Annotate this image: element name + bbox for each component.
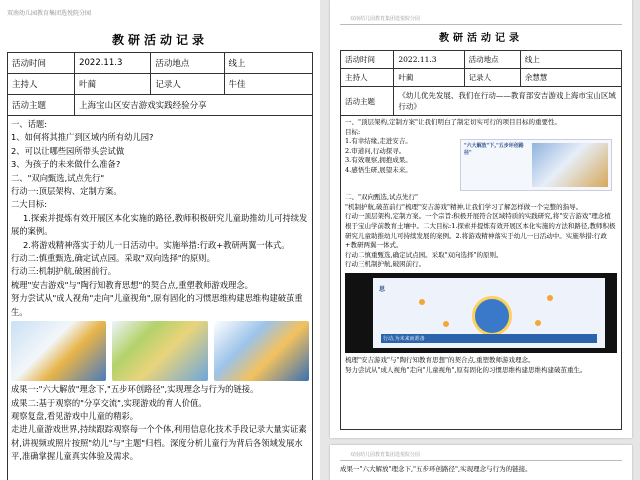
label-place: 活动地点 [151, 53, 224, 74]
paragraph: 梳理"安吉游戏"与"陶行知教育思想"的契合点,重塑教师游戏理念。 [345, 355, 535, 364]
table-row [8, 53, 313, 74]
table-row [341, 51, 622, 69]
header-divider [340, 460, 622, 461]
slide-label: 思 [379, 285, 386, 293]
label-place: 活动地点 [464, 51, 520, 69]
value-host: 叶蔺 [394, 69, 464, 87]
record-body [340, 116, 622, 430]
paragraph: 一、话题: [11, 119, 47, 129]
value-recorder: 牛佳 [224, 74, 312, 95]
label-theme: 活动主题 [8, 95, 75, 116]
table-row [341, 69, 622, 87]
value-time: 2022.11.3 [394, 51, 464, 69]
page-title: 教研活动记录 [439, 33, 523, 44]
header-divider [340, 24, 622, 25]
activity-photo [214, 321, 309, 381]
info-table [340, 50, 622, 116]
table-row [8, 74, 313, 95]
value-host: 叶蔺 [75, 74, 151, 95]
paragraph: 行动三机制护航,破困前行。 [345, 260, 426, 269]
page-title: 教研活动记录 [111, 33, 208, 47]
table-row [341, 87, 622, 116]
label-time: 活动时间 [8, 53, 75, 74]
paragraph: 梳理"安吉游戏"与"陶行知教育思想"的契合点,重塑教师游戏理念。 [11, 279, 253, 290]
paragraph: 3.有效观察,拥抱成果。 [345, 156, 412, 165]
page-header-note: 双南幼儿园教育集团选悦院分园 [350, 452, 421, 458]
decor-dot [419, 299, 425, 305]
paragraph: 观察复盘,看见游戏中儿童的精彩。 [11, 410, 139, 421]
paragraph: 2.将游戏精神落实于幼儿一日活动中。实施举措:行政+教研两翼一体式。 [23, 239, 290, 250]
paragraph: 走进儿童游戏世界,持续跟踪观察每一个个体,利用信息化技术手段记录大量实证素材,讲视频或照片按照"幼儿"与"主题"归档。深度分析儿童行为背后各领域发展水平,准确掌握儿童真实体验及需求。 [11, 424, 307, 462]
paragraph: 4.感悟生研,展望未来。 [345, 165, 412, 174]
info-table [7, 52, 313, 116]
page-header-note: 双南幼儿园教育集团选悦院分园 [350, 16, 421, 22]
decor-dot [535, 320, 541, 326]
slide-footer-text: 行动,为未来而准备 [383, 335, 425, 342]
record-body [7, 116, 313, 480]
paragraph: 行动三:机制护航,破困前行。 [11, 266, 116, 277]
paragraph: "机制护航,破茧前行"梳理"安吉游戏"精神,让我们学习了解怎样做一个完整的指导。 [345, 202, 583, 211]
paragraph: 努力尝试从"成人视角"走向"儿童视角",原有固化的习惯思维构建思维构建破茧重生。 [345, 365, 587, 374]
slide-title: "六大解放"下,"五步环创路径" [464, 143, 524, 157]
paragraph: 目标: [345, 127, 361, 136]
value-theme: 《幼儿优先发展、我们在行动——教育部安吉游戏上海市宝山区域行动》 [394, 87, 622, 116]
paragraph: 2、可以让哪些园所带头尝试做 [11, 145, 125, 156]
activity-photo [112, 321, 207, 381]
paragraph: 成果二:基于观察的"分享交流",实现游戏的育人价值。 [11, 397, 207, 408]
paragraph: 一、"顶层架构,定制方案"让我们明白了制定切实可行的项目目标的重要性。 [345, 118, 562, 126]
paragraph: 行动二慎重甄选,确定试点园。采取"双向选择"的原则。 [345, 250, 503, 259]
photo-row [11, 321, 309, 381]
paragraph: 成果一:"六大解放"理念下,"五步环创路径",实现理念与行为的链接。 [11, 384, 259, 395]
activity-photo [11, 321, 106, 381]
slide-image [532, 143, 608, 187]
paragraph: 二、"双向甄选,试点先行" [11, 172, 105, 183]
value-place: 线上 [520, 51, 621, 69]
decor-dot [443, 321, 449, 327]
goals-with-slide [345, 137, 617, 193]
value-recorder: 余慧慧 [520, 69, 621, 87]
paragraph: 3、为孩子的未来做什么准备? [11, 159, 121, 170]
document-page-right [330, 0, 632, 438]
paragraph: 二大目标: [11, 199, 47, 210]
table-row [8, 95, 313, 116]
paragraph: 1.探索并提炼有效开展区本化实施的路径,教师积极研究儿童助推幼儿可持续发展的案例。 [11, 212, 308, 237]
paragraph: 1、如何将其推广到区域内所有幼儿园? [11, 132, 154, 143]
presentation-slide [460, 139, 612, 191]
label-theme: 活动主题 [341, 87, 394, 116]
goals-list [345, 137, 440, 193]
value-theme: 上海宝山区安吉游戏实践经验分享 [75, 95, 313, 116]
paragraph: 二、"双向甄选,试点先行" [345, 193, 419, 202]
paragraph: 成果一"六大解放"理念下,"五步环创路径",实现理念与行为的链接。 [340, 465, 532, 473]
value-place: 线上 [224, 53, 312, 74]
label-time: 活动时间 [341, 51, 394, 69]
paragraph: 行动二:慎重甄选,确定试点园。采取"双向选择"的原则。 [11, 253, 215, 264]
label-recorder: 记录人 [464, 69, 520, 87]
label-host: 主持人 [8, 74, 75, 95]
paragraph: 努力尝试从"成人视角"走向"儿童视角",原有固化的习惯思维构建思维构建破茧重生。 [11, 293, 303, 317]
page-header-note: 双南幼儿园教育集团选悦院分园 [7, 10, 92, 17]
document-page-right-next [330, 445, 632, 480]
label-host: 主持人 [341, 69, 394, 87]
presentation-screenshot [345, 273, 617, 353]
paragraph: 2.审道问,行动探寻。 [345, 146, 406, 155]
slide-content [373, 278, 605, 348]
decor-dot [547, 295, 553, 301]
value-time: 2022.11.3 [75, 53, 151, 74]
paragraph: 行动一:顶层架构、定制方案。 [11, 186, 122, 197]
paragraph: 1.有幸结缘,走进安吉。 [345, 137, 412, 146]
paragraph: 行动一顶层架构,定制方案。一个宗旨:积极开展符合区域特质的实践研究,将"安吉游戏"理念植根于宝山学前教育土壤中。二大目标:1.探索并提炼有效开展区本化实施的方法和路径,教师积极研究儿童助推幼儿可持续发展的案例。2.将游戏精神落实于幼儿一日活动中。实施举措:行政+教研两翼一体式。 [345, 212, 616, 250]
label-recorder: 记录人 [151, 74, 224, 95]
lightbulb-icon [472, 296, 512, 336]
